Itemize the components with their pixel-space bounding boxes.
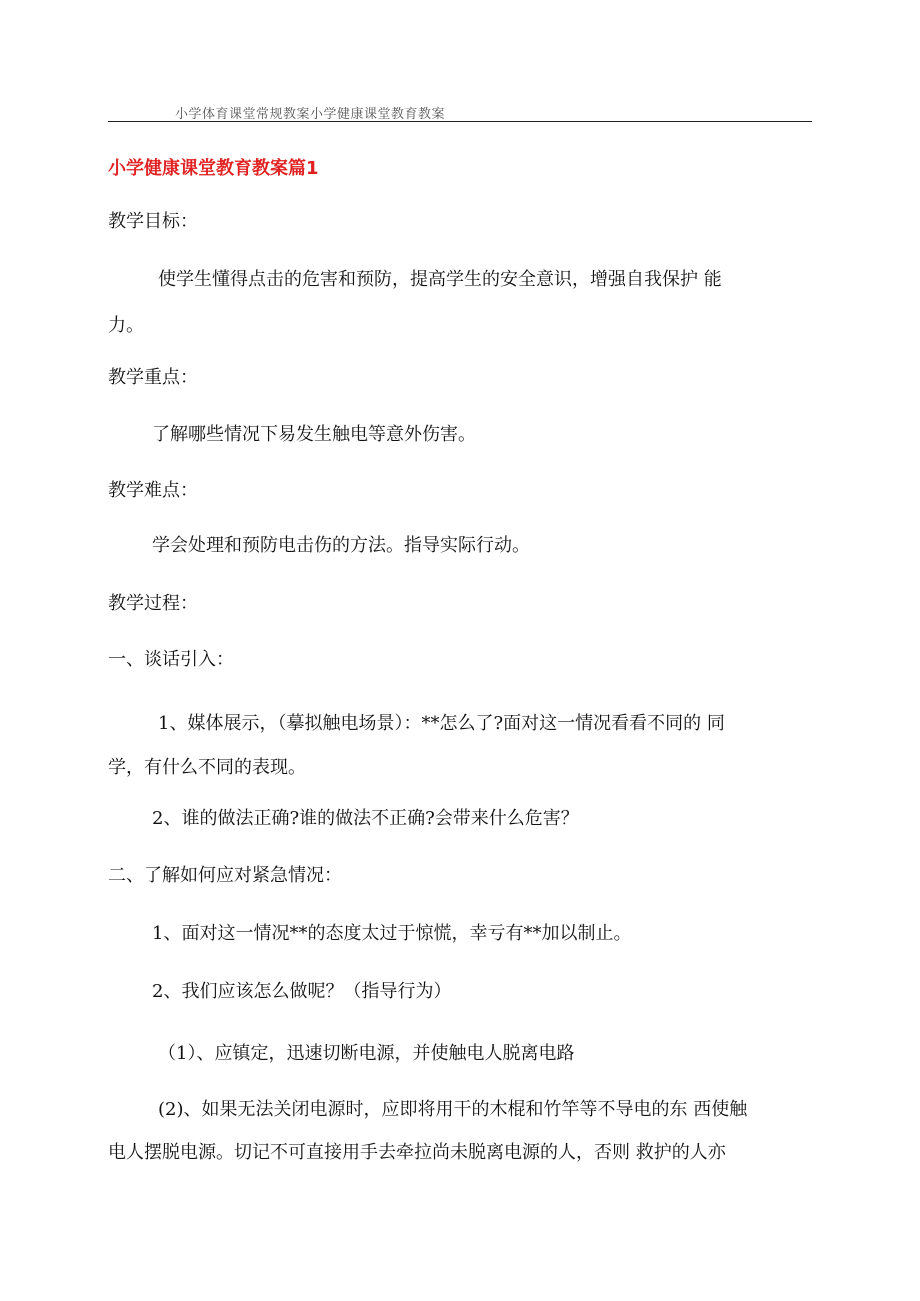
key-point-text: 了解哪些情况下易发生触电等意外伤害。	[152, 424, 476, 445]
difficulty-heading: 教学难点：	[108, 480, 198, 501]
running-header: 小学体育课堂常规教案小学健康课堂教育教案	[175, 107, 446, 122]
section1-item1-line1: 1、媒体展示，（摹拟触电场景）：**怎么了?面对这一情况看看不同的 同	[158, 713, 725, 734]
section1-item1-line2: 学，有什么不同的表现。	[108, 757, 306, 778]
key-point-heading: 教学重点：	[108, 367, 198, 388]
section2-sub2-line1: (2)、如果无法关闭电源时，应即将用干的木棍和竹竿等不导电的东 西使触	[158, 1099, 748, 1120]
section2-item1: 1、面对这一情况**的态度太过于惊慌，幸亏有**加以制止。	[152, 923, 632, 944]
section2-sub2-line2: 电人摆脱电源。切记不可直接用手去牵拉尚未脱离电源的人，否则 救护的人亦	[108, 1142, 726, 1163]
section1-heading: 一、谈话引入：	[108, 649, 234, 670]
goal-heading: 教学目标：	[108, 211, 198, 232]
difficulty-text: 学会处理和预防电击伤的方法。指导实际行动。	[152, 535, 530, 556]
section2-heading: 二、了解如何应对紧急情况：	[108, 865, 342, 886]
goal-text-line2: 力。	[108, 315, 144, 336]
header-rule	[108, 121, 812, 122]
section2-sub1: （1）、应镇定，迅速切断电源，并使触电人脱离电路	[158, 1043, 575, 1064]
section1-item2: 2、谁的做法正确?谁的做法不正确?会带来什么危害？	[152, 808, 579, 829]
goal-text-line1: 使学生懂得点击的危害和预防，提高学生的安全意识，增强自我保护 能	[158, 269, 722, 290]
process-heading: 教学过程：	[108, 593, 198, 614]
document-title: 小学健康课堂教育教案篇1	[108, 158, 319, 179]
section2-item2: 2、我们应该怎么做呢？（指导行为）	[152, 981, 452, 1002]
